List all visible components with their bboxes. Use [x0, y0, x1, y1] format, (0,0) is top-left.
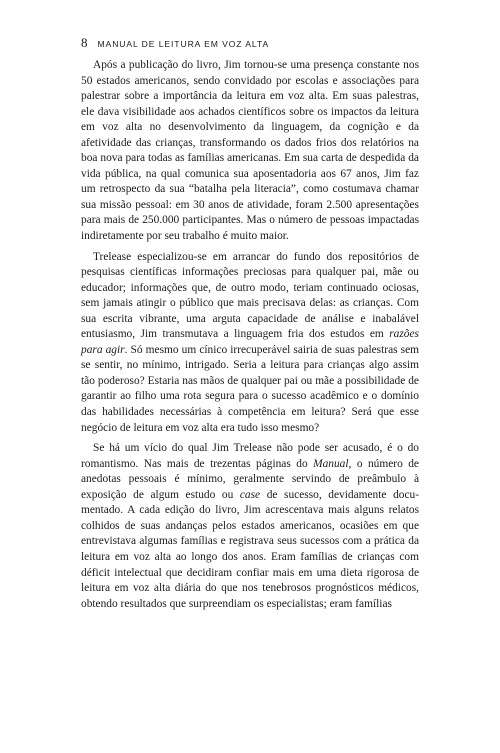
page-number: 8 — [81, 35, 88, 50]
paragraph-text: Após a publicação do livro, Jim tornou-se uma presença constante nos 50 estados americanos, sendo convidado por escolas e associações para palestrar sobre a importância da leitura em voz alta. Em suas palestras, ele dava visibilidade aos achados científicos sobre os impactos da leitura em voz alta no desenvolvimento da linguagem, da cognição e da afetividade das crianças, transformando os dados frios dos relatórios na boa nova para todas as famílias americanas. Em sua carta de despedida da vida pública, na qual comunica sua aposentadoria aos 67 anos, Jim faz um retrospecto da sua “batalha pela literacia”, como costumava chamar sua missão pessoal: em 30 anos de atividade, foram 2.500 apresentações para mais de 250.000 participantes. Mas o número de pessoas impactadas indiretamente por seu trabalho é muito maior. — [81, 59, 419, 243]
paragraph-text: de sucesso, devidamente documentado. A cada edição do livro, Jim acrescentava mais alguns relatos colhidos de suas andanças pelos estados americanos, ocasiões em que entrevistava algumas famílias e registrava seus sucessos com a prática da leitura em voz alta ao longo dos anos. Eram famílias de crianças com déficit intelectual que decidiram confiar mais em uma dieta rigorosa de leitura em voz alta diária do que nos tenebrosos prognósticos médicos, obtendo resultados que surpreendiam os especialistas; eram famílias — [81, 488, 420, 610]
italic-book-title: Manual — [313, 457, 349, 470]
running-head — [81, 35, 269, 51]
paragraph-text: Trelease especializou-se em arrancar do fundo dos repositórios de pesquisas científicas informações preciosas para qualquer pai, mãe ou educador; informações que, de outro modo, teriam continuado ociosas, sem jamais atingir o público que mais precisava delas: as crianças. Com sua escrita vibrante, uma arguta capacidade de análise e inabalável entusiasmo, Jim transmutava a linguagem fria dos estudos em — [81, 250, 419, 341]
running-title: MANUAL DE LEITURA EM VOZ ALTA — [97, 39, 270, 49]
paragraph-text: Se há um vício do qual Jim Trelease não pode ser acusado, é o do romantismo. Nas mais de trezentas páginas do — [81, 442, 419, 470]
italic-phrase: razões para agir — [81, 328, 419, 356]
paragraph-3 — [81, 441, 419, 612]
italic-term: case — [239, 488, 261, 501]
body-text — [81, 58, 419, 612]
paragraph-2 — [81, 250, 419, 437]
paragraph-text: . Só mesmo um cínico irrecuperável sairia de suas palestras sem se sentir, no mínimo, intrigado. Seria a leitura para crianças algo assim tão poderoso? Estaria nas mãos de qualquer pai ou mãe a possibilidade de garantir ao filho uma rota segura para o sucesso acadêmico e o domínio das habilidades necessárias à competência em leitura? Será que esse negócio de leitura em voz alta era tudo isso mesmo? — [81, 343, 420, 434]
paragraph-text: , o número de anedotas pessoais é mínimo, geralmente servindo de preâmbulo à exposição de algum estudo ou — [81, 457, 419, 501]
paragraph-1 — [81, 58, 419, 245]
